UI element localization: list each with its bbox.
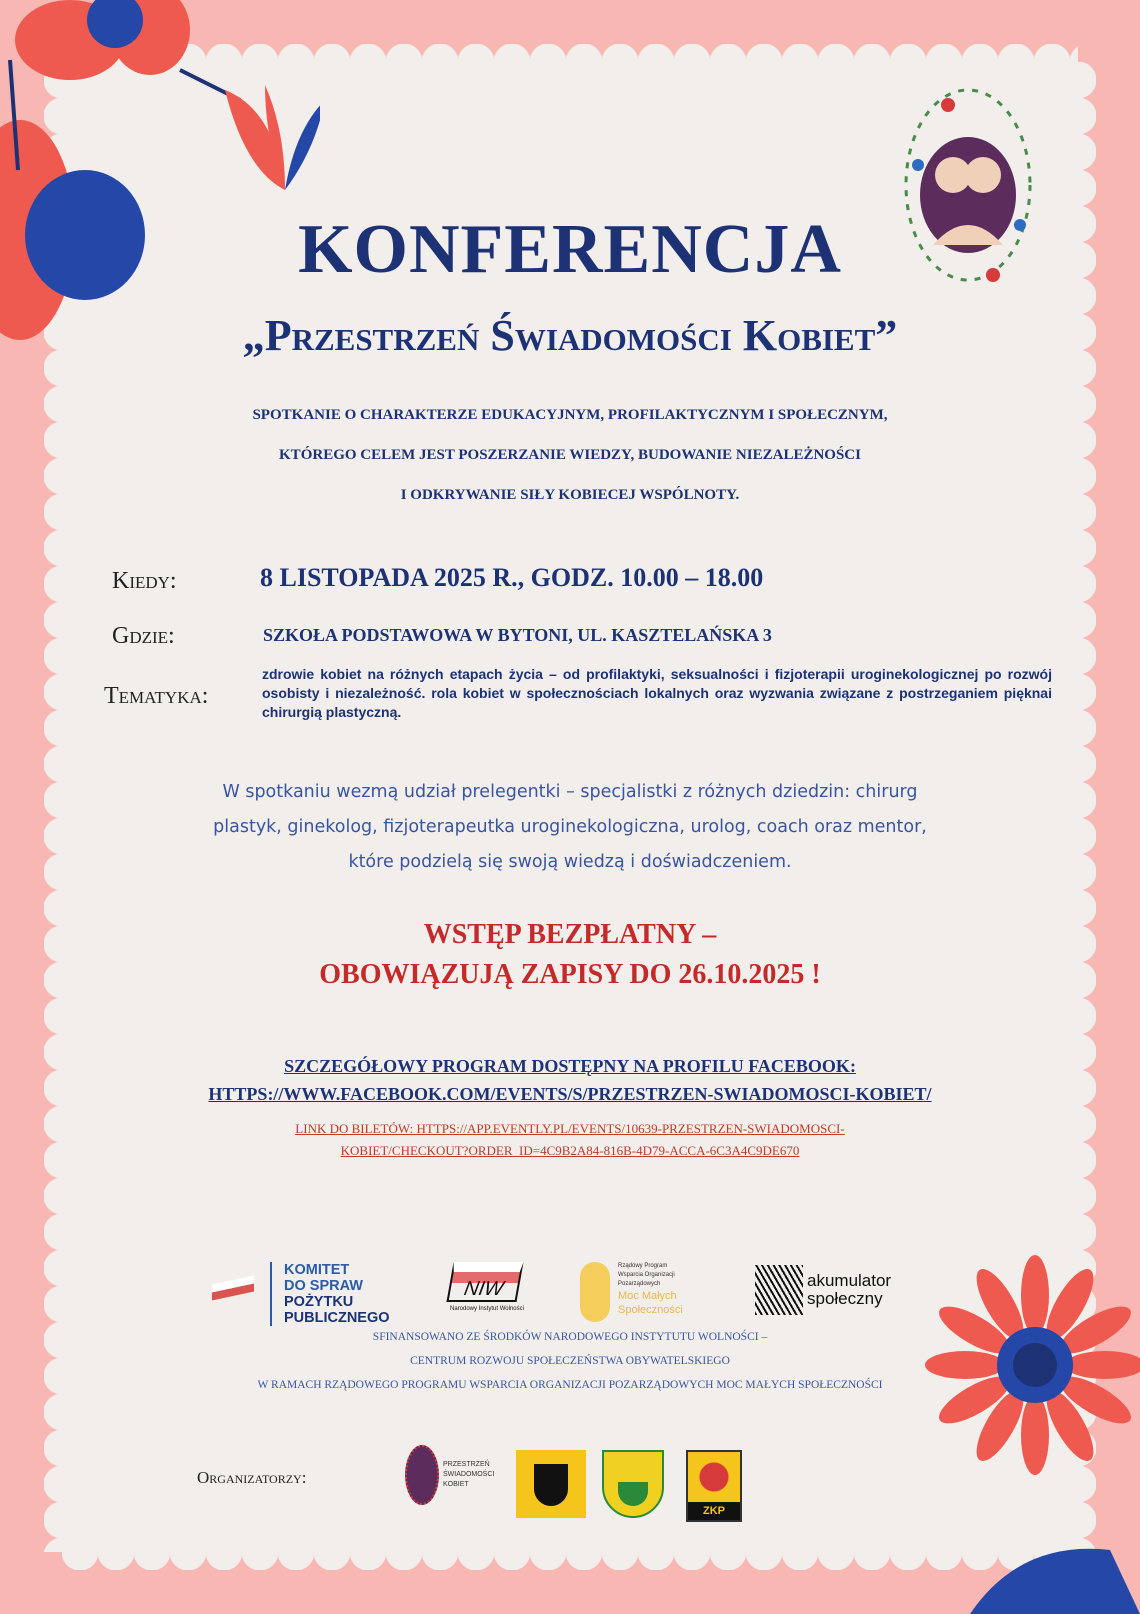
speakers-line: plastyk, ginekolog, fizjoterapeutka uroginekologiczna, urolog, coach oraz mentor,	[213, 817, 927, 837]
moc-malych-logo: Rządowy Program Wsparcia Organizacji Pozarządowych Moc Małych Społeczności	[580, 1262, 683, 1322]
speakers-line: które podzielą się swoją wiedzą i doświadczeniem.	[348, 852, 792, 872]
akumulator-mark-icon	[755, 1265, 803, 1315]
when-value: 8 LISTOPADA 2025 R., GODZ. 10.00 – 18.00	[260, 563, 764, 592]
description-line: KTÓREGO CELEM JEST POSZERZANIE WIEDZY, BUDOWANIE NIEZALEŻNOŚCI	[279, 447, 861, 463]
funding-line: SFINANSOWANO ZE ŚRODKÓW NARODOWEGO INSTYTUTU WOLNOŚCI –	[372, 1331, 768, 1343]
admission-line: WSTĘP BEZPŁATNY –	[423, 919, 717, 950]
funding-line: CENTRUM ROZWOJU SPOŁECZEŃSTWA OBYWATELSKIEGO	[410, 1355, 730, 1367]
facebook-label: SZCZEGÓŁOWY PROGRAM DOSTĘPNY NA PROFILU FACEBOOK:	[284, 1056, 856, 1076]
akumulator-logo: akumulator społeczny	[755, 1265, 891, 1315]
topics-value: zdrowie kobiet na różnych etapach życia – od profilaktyki, seksualności i fizjoterapii uroginekologicznej po rozwój osobisty i niezależność. rola kobiet w społecznościach lokalnych oraz wyzwania związane z postrzeganiem pięknai chirurgią plastyczną.	[262, 666, 1052, 720]
page-title: KONFERENCJA	[298, 211, 842, 288]
where-label: Gdzie:	[112, 623, 175, 649]
description	[0, 395, 1140, 515]
funding-line: W RAMACH RZĄDOWEGO PROGRAMU WSPARCIA ORGANIZACJI POZARZĄDOWYCH MOC MAŁYCH SPOŁECZNOŚCI	[257, 1379, 883, 1391]
organizer-logo-crest-green	[602, 1450, 664, 1518]
organizer-logo-zkp: ZKP	[686, 1450, 742, 1522]
niw-logo: NIW Narodowy Instytut Wolności	[450, 1262, 524, 1312]
tickets-link-line[interactable]: KOBIET/CHECKOUT?ORDER_ID=4C9B2A84-816B-4D79-ACCA-6C3A4C9DE670	[340, 1143, 800, 1158]
where-value: SZKOŁA PODSTAWOWA W BYTONI, UL. KASZTELAŃSKA 3	[263, 625, 772, 645]
facebook-link[interactable]: HTTPS://WWW.FACEBOOK.COM/EVENTS/S/PRZESTRZEN-SWIADOMOSCI-KOBIET/	[208, 1084, 932, 1104]
funding-note	[0, 1325, 1140, 1397]
tickets-link-line[interactable]: LINK DO BILETÓW: HTTPS://APP.EVENTLY.PL/EVENTS/10639-PRZESTRZEN-SWIADOMOSCI-	[295, 1121, 845, 1136]
tickets-link[interactable]	[0, 1118, 1140, 1162]
flower-decoration-icon	[0, 0, 320, 360]
speakers-paragraph	[0, 775, 1140, 880]
conference-subtitle: „Przestrzeń Świadomości Kobiet”	[242, 311, 898, 360]
facebook-info	[0, 1052, 1140, 1108]
topics-label: Tematyka:	[104, 683, 209, 709]
description-line: SPOTKANIE O CHARAKTERZE EDUKACYJNYM, PROFILAKTYCZNYM I SPOŁECZNYM,	[252, 407, 888, 423]
red-flower-decoration-icon	[910, 1250, 1140, 1614]
admission-notice	[0, 915, 1140, 995]
description-line: I ODKRYWANIE SIŁY KOBIECEJ WSPÓLNOTY.	[400, 487, 740, 503]
admission-line: OBOWIĄZUJĄ ZAPISY DO 26.10.2025 !	[319, 959, 821, 990]
organizer-logo-crest-yellow	[516, 1450, 586, 1518]
speakers-line: W spotkaniu wezmą udział prelegentki – specjalistki z różnych dziedzin: chirurg	[222, 782, 918, 802]
organizer-logo-psk: PRZESTRZEŃ ŚWIADOMOŚCI KOBIET	[405, 1445, 494, 1505]
organizers-label: Organizatorzy:	[197, 1468, 307, 1487]
komitet-logo: KOMITET DO SPRAW POŻYTKU PUBLICZNEGO	[270, 1262, 390, 1326]
when-label: Kiedy:	[112, 568, 177, 594]
